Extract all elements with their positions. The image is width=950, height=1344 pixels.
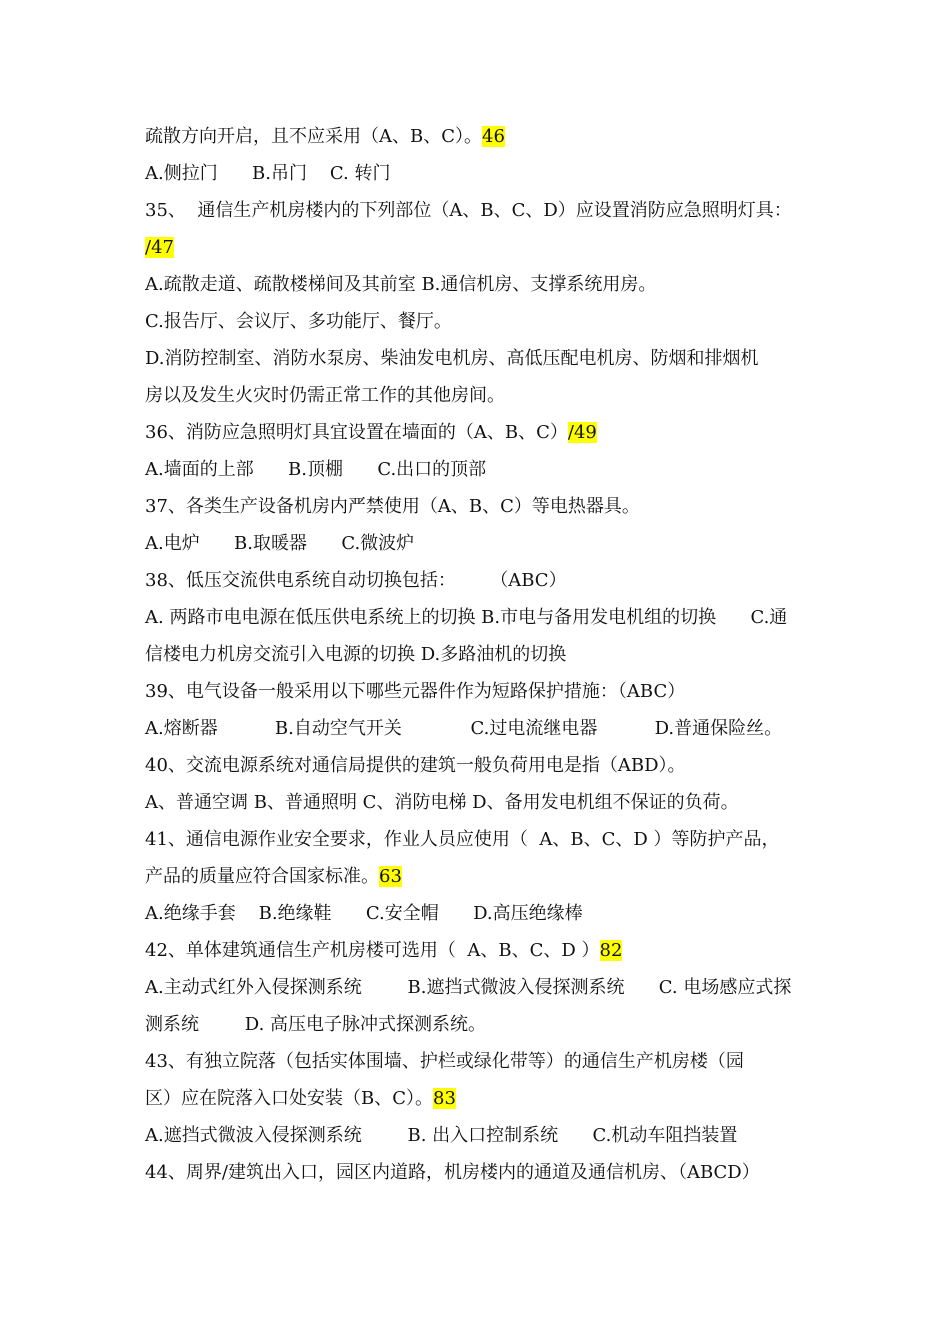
text-line: 信楼电力机房交流引入电源的切换 D.多路油机的切换 [145,644,567,665]
text-line: C.报告厅、会议厅、多功能厅、餐厅。 [145,311,452,332]
page-ref-highlight: /49 [567,422,597,443]
question-36: 36、消防应急照明灯具宜设置在墙面的（A、B、C）/49 [145,422,597,443]
question-40: 40、交流电源系统对通信局提供的建筑一般负荷用电是指（ABD）。 [145,755,686,776]
question-43: 43、有独立院落（包括实体围墙、护栏或绿化带等）的通信生产机房楼（园 [145,1051,744,1072]
page-ref-highlight: 63 [379,866,402,887]
text-line: A、普通空调 B、普通照明 C、消防电梯 D、备用发电机组不保证的负荷。 [145,792,739,813]
question-44: 44、周界/建筑出入口，园区内道路，机房楼内的通道及通信机房、（ABCD） [145,1162,760,1183]
text-line: A.侧拉门 B.吊门 C. 转门 [145,163,391,184]
text-line: A.熔断器 B.自动空气开关 C.过电流继电器 D.普通保险丝。 [145,718,783,739]
text-line: 产品的质量应符合国家标准。63 [145,866,402,887]
text-line: A.墙面的上部 B.顶棚 C.出口的顶部 [145,459,487,480]
text-line: A.主动式红外入侵探测系统 B.遮挡式微波入侵探测系统 C. 电场感应式探 [145,977,792,998]
text-line: A.绝缘手套 B.绝缘鞋 C.安全帽 D.高压绝缘棒 [145,903,583,924]
text-line: 区）应在院落入口处安装（B、C）。83 [145,1088,456,1109]
question-35: 35、 通信生产机房楼内的下列部位（A、B、C、D）应设置消防应急照明灯具： [145,200,792,221]
text-line: D.消防控制室、消防水泵房、柴油发电机房、高低压配电机房、防烟和排烟机 [145,348,759,369]
question-42: 42、单体建筑通信生产机房楼可选用（ A、B、C、D ）82 [145,940,623,961]
question-38: 38、低压交流供电系统自动切换包括： （ABC） [145,570,567,591]
text-line: 测系统 D. 高压电子脉冲式探测系统。 [145,1014,487,1035]
text-line: A.遮挡式微波入侵探测系统 B. 出入口控制系统 C.机动车阻挡装置 [145,1125,738,1146]
text-line: A. 两路市电电源在低压供电系统上的切换 B.市电与备用发电机组的切换 C.通 [145,607,788,628]
question-39: 39、电气设备一般采用以下哪些元器件作为短路保护措施：（ABC） [145,681,686,702]
question-41: 41、通信电源作业安全要求，作业人员应使用（ A、B、C、D ）等防护产品， [145,829,780,850]
text-line: 疏散方向开启，且不应采用（A、B、C）。46 [145,126,505,147]
text-line [145,233,830,263]
question-37: 37、各类生产设备机房内严禁使用（A、B、C）等电热器具。 [145,496,640,517]
text-line: A.电炉 B.取暖器 C.微波炉 [145,533,415,554]
page-ref-highlight: 82 [599,940,623,961]
page-ref-highlight: 83 [433,1088,456,1109]
page-ref-highlight: /47 [145,237,174,258]
text-line: A.疏散走道、疏散楼梯间及其前室 B.通信机房、支撑系统用房。 [145,274,657,295]
text-line: 房以及发生火灾时仍需正常工作的其他房间。 [145,385,505,406]
page-ref-highlight: 46 [482,126,505,147]
